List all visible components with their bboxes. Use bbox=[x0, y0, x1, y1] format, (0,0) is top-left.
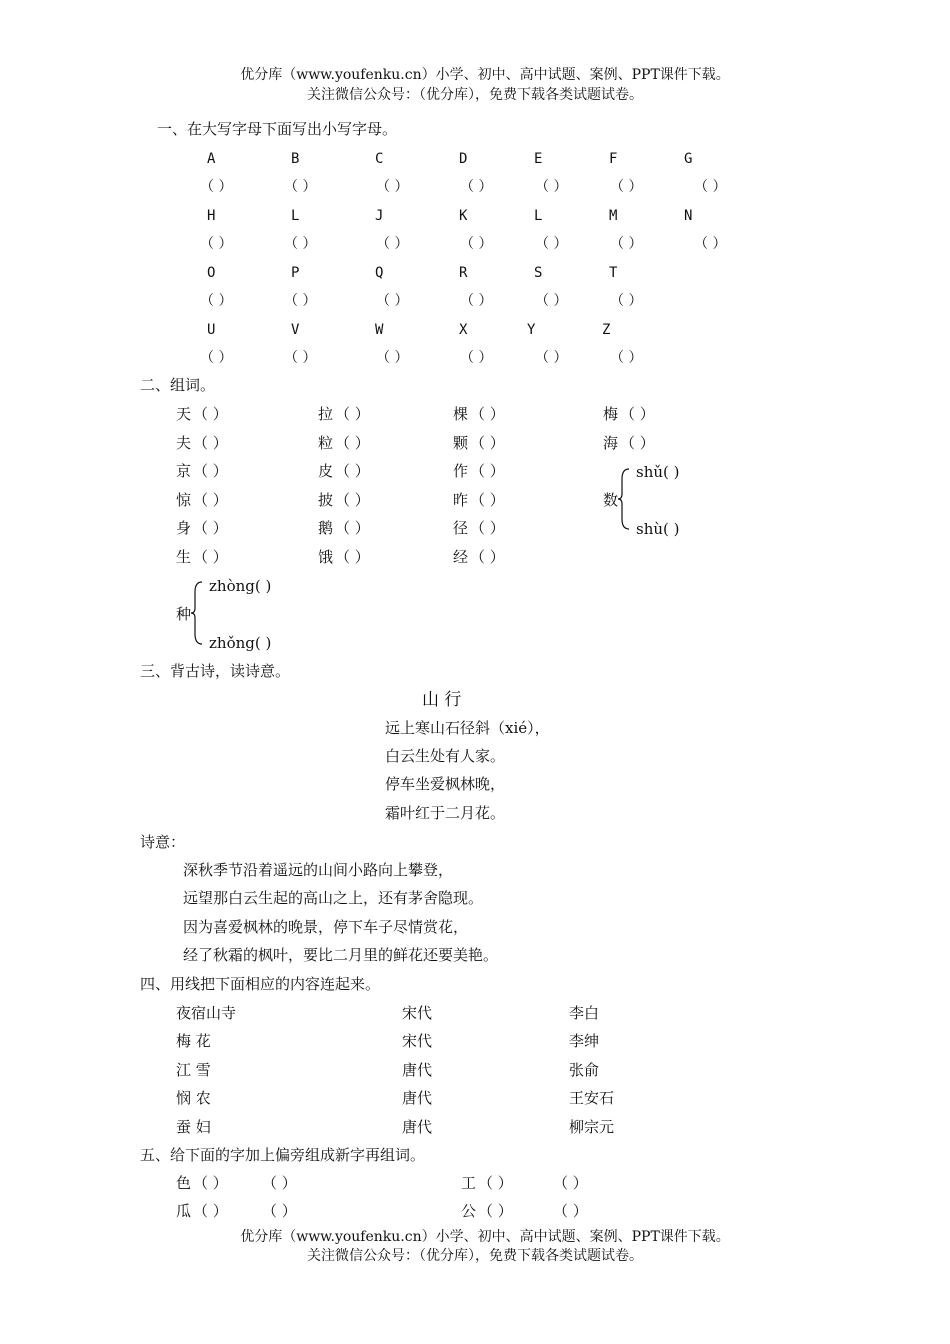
answer-blank[interactable]: （ ） bbox=[376, 293, 409, 309]
author-item[interactable]: 柳宗元 bbox=[569, 1118, 615, 1136]
poem-line: 远上寒山石径斜（xié）， bbox=[385, 719, 550, 737]
answer-blank[interactable]: （ ） bbox=[535, 179, 568, 195]
word-char: 作 bbox=[453, 462, 469, 480]
uppercase-letter: X bbox=[459, 322, 468, 338]
shu-top: shǔ( ) bbox=[636, 463, 680, 481]
word-blank[interactable]: （ ） bbox=[620, 405, 655, 423]
word-char: 京 bbox=[176, 462, 192, 480]
dynasty-item[interactable]: 唐代 bbox=[402, 1061, 433, 1079]
word-blank[interactable]: （ ） bbox=[553, 1174, 588, 1192]
answer-blank[interactable]: （ ） bbox=[284, 179, 317, 195]
answer-blank[interactable]: （ ） bbox=[200, 350, 233, 366]
uppercase-letter: Q bbox=[375, 265, 384, 281]
uppercase-letter: V bbox=[291, 322, 300, 338]
author-item[interactable]: 张俞 bbox=[569, 1061, 600, 1079]
poem-title-item[interactable]: 梅 花 bbox=[176, 1032, 211, 1050]
word-blank[interactable]: （ ） bbox=[193, 548, 228, 566]
poem-title: 山 行 bbox=[422, 690, 462, 710]
uppercase-letter: L bbox=[534, 208, 543, 224]
answer-blank[interactable]: （ ） bbox=[376, 179, 409, 195]
author-item[interactable]: 李白 bbox=[569, 1004, 600, 1022]
answer-blank[interactable]: （ ） bbox=[284, 350, 317, 366]
word-char: 拉 bbox=[318, 405, 334, 423]
section2-title: 二、组词。 bbox=[140, 376, 216, 394]
section3-title: 三、背古诗，读诗意。 bbox=[140, 662, 291, 680]
uppercase-letter: J bbox=[375, 208, 384, 224]
uppercase-letter: K bbox=[459, 208, 468, 224]
uppercase-letter: P bbox=[291, 265, 300, 281]
answer-blank[interactable]: （ ） bbox=[200, 236, 233, 252]
word-char: 粒 bbox=[318, 434, 334, 452]
uppercase-letter: F bbox=[609, 151, 618, 167]
word-char: 饿 bbox=[318, 548, 334, 566]
answer-blank[interactable]: （ ） bbox=[610, 350, 643, 366]
word-char: 海 bbox=[603, 434, 619, 452]
new-char-blank[interactable]: （ ） bbox=[478, 1202, 513, 1220]
uppercase-letter: D bbox=[459, 151, 468, 167]
answer-blank[interactable]: （ ） bbox=[535, 350, 568, 366]
word-blank[interactable]: （ ） bbox=[193, 405, 228, 423]
poem-line: 停车坐爱枫林晚， bbox=[385, 775, 506, 793]
word-char: 生 bbox=[176, 548, 192, 566]
uppercase-letter: U bbox=[207, 322, 216, 338]
uppercase-letter: A bbox=[207, 151, 216, 167]
new-char-blank[interactable]: （ ） bbox=[193, 1202, 228, 1220]
uppercase-letter: G bbox=[684, 151, 693, 167]
answer-blank[interactable]: （ ） bbox=[284, 293, 317, 309]
shu-bottom: shù( ) bbox=[636, 520, 680, 538]
new-char-blank[interactable]: （ ） bbox=[193, 1174, 228, 1192]
uppercase-letter: C bbox=[375, 151, 384, 167]
poem-line: 白云生处有人家。 bbox=[385, 747, 506, 765]
answer-blank[interactable]: （ ） bbox=[610, 236, 643, 252]
word-blank[interactable]: （ ） bbox=[335, 519, 370, 537]
zhong-brace-icon bbox=[190, 580, 204, 646]
shu-brace-icon bbox=[617, 467, 631, 531]
word-blank[interactable]: （ ） bbox=[470, 491, 505, 509]
uppercase-letter: N bbox=[684, 208, 693, 224]
meaning-line: 因为喜爱枫林的晚景，停下车子尽情赏花， bbox=[183, 918, 469, 936]
word-blank[interactable]: （ ） bbox=[335, 405, 370, 423]
zhong-char: 种 bbox=[176, 605, 192, 623]
word-char: 身 bbox=[176, 519, 192, 537]
answer-blank[interactable]: （ ） bbox=[460, 350, 493, 366]
dynasty-item[interactable]: 宋代 bbox=[402, 1032, 433, 1050]
uppercase-letter: M bbox=[609, 208, 618, 224]
uppercase-letter: T bbox=[609, 265, 618, 281]
answer-blank[interactable]: （ ） bbox=[376, 236, 409, 252]
uppercase-letter: E bbox=[534, 151, 543, 167]
word-char: 披 bbox=[318, 491, 334, 509]
word-blank[interactable]: （ ） bbox=[262, 1202, 297, 1220]
answer-blank[interactable]: （ ） bbox=[200, 293, 233, 309]
word-char: 夫 bbox=[176, 434, 192, 452]
answer-blank[interactable]: （ ） bbox=[535, 293, 568, 309]
word-blank[interactable]: （ ） bbox=[193, 519, 228, 537]
word-blank[interactable]: （ ） bbox=[470, 462, 505, 480]
uppercase-letter: Z bbox=[602, 322, 611, 338]
word-blank[interactable]: （ ） bbox=[620, 434, 655, 452]
word-blank[interactable]: （ ） bbox=[470, 405, 505, 423]
poem-title-item[interactable]: 夜宿山寺 bbox=[176, 1004, 237, 1022]
author-item[interactable]: 王安石 bbox=[569, 1089, 615, 1107]
word-char: 鹅 bbox=[318, 519, 334, 537]
footer-line2: 关注微信公众号：（优分库），免费下载各类试题试卷。 bbox=[307, 1248, 643, 1264]
uppercase-letter: R bbox=[459, 265, 468, 281]
answer-blank[interactable]: （ ） bbox=[460, 293, 493, 309]
meaning-label: 诗意： bbox=[140, 833, 186, 851]
header-line2: 关注微信公众号：（优分库），免费下载各类试题试卷。 bbox=[307, 87, 643, 103]
meaning-line: 远望那白云生起的高山之上，还有茅舍隐现。 bbox=[183, 889, 484, 907]
word-char: 梅 bbox=[603, 405, 619, 423]
answer-blank[interactable]: （ ） bbox=[610, 293, 643, 309]
zhong-bottom: zhǒng( ) bbox=[209, 634, 272, 652]
word-blank[interactable]: （ ） bbox=[470, 519, 505, 537]
poem-line: 霜叶红于二月花。 bbox=[385, 804, 506, 822]
uppercase-letter: Y bbox=[527, 322, 536, 338]
poem-title-item[interactable]: 江 雪 bbox=[176, 1061, 211, 1079]
poem-title-item[interactable]: 悯 农 bbox=[176, 1089, 211, 1107]
word-blank[interactable]: （ ） bbox=[262, 1174, 297, 1192]
dynasty-item[interactable]: 唐代 bbox=[402, 1118, 433, 1136]
word-blank[interactable]: （ ） bbox=[335, 548, 370, 566]
answer-blank[interactable]: （ ） bbox=[535, 236, 568, 252]
footer-line1: 优分库（www.youfenku.cn）小学、初中、高中试题、案例、PPT课件下载。 bbox=[240, 1229, 730, 1245]
word-char: 经 bbox=[453, 548, 469, 566]
dynasty-item[interactable]: 宋代 bbox=[402, 1004, 433, 1022]
word-blank[interactable]: （ ） bbox=[193, 491, 228, 509]
poem-title-item[interactable]: 蚕 妇 bbox=[176, 1118, 211, 1136]
section4-title: 四、用线把下面相应的内容连起来。 bbox=[140, 975, 381, 993]
word-char: 天 bbox=[176, 405, 192, 423]
section1-title: 一、在大写字母下面写出小写字母。 bbox=[157, 120, 398, 138]
answer-blank[interactable]: （ ） bbox=[376, 350, 409, 366]
base-char: 公 bbox=[461, 1202, 477, 1220]
answer-blank[interactable]: （ ） bbox=[200, 179, 233, 195]
answer-blank[interactable]: （ ） bbox=[460, 236, 493, 252]
uppercase-letter: O bbox=[207, 265, 216, 281]
word-char: 径 bbox=[453, 519, 469, 537]
meaning-line: 经了秋霜的枫叶，要比二月里的鲜花还要美艳。 bbox=[183, 946, 499, 964]
meaning-line: 深秋季节沿着遥远的山间小路向上攀登， bbox=[183, 861, 454, 879]
word-blank[interactable]: （ ） bbox=[470, 434, 505, 452]
answer-blank[interactable]: （ ） bbox=[610, 179, 643, 195]
word-blank[interactable]: （ ） bbox=[193, 434, 228, 452]
word-blank[interactable]: （ ） bbox=[193, 462, 228, 480]
dynasty-item[interactable]: 唐代 bbox=[402, 1089, 433, 1107]
answer-blank[interactable]: （ ） bbox=[694, 236, 727, 252]
new-char-blank[interactable]: （ ） bbox=[478, 1174, 513, 1192]
answer-blank[interactable]: （ ） bbox=[284, 236, 317, 252]
base-char: 色 bbox=[176, 1174, 192, 1192]
word-blank[interactable]: （ ） bbox=[553, 1202, 588, 1220]
author-item[interactable]: 李绅 bbox=[569, 1032, 600, 1050]
word-char: 颗 bbox=[453, 434, 469, 452]
word-blank[interactable]: （ ） bbox=[335, 491, 370, 509]
answer-blank[interactable]: （ ） bbox=[694, 179, 727, 195]
uppercase-letter: H bbox=[207, 208, 216, 224]
word-blank[interactable]: （ ） bbox=[470, 548, 505, 566]
word-char: 棵 bbox=[453, 405, 469, 423]
base-char: 瓜 bbox=[176, 1202, 192, 1220]
word-blank[interactable]: （ ） bbox=[335, 462, 370, 480]
section5-title: 五、给下面的字加上偏旁组成新字再组词。 bbox=[140, 1146, 426, 1164]
uppercase-letter: S bbox=[534, 265, 543, 281]
word-char: 昨 bbox=[453, 491, 469, 509]
word-char: 皮 bbox=[318, 462, 334, 480]
uppercase-letter: W bbox=[375, 322, 384, 338]
answer-blank[interactable]: （ ） bbox=[460, 179, 493, 195]
word-char: 惊 bbox=[176, 491, 192, 509]
uppercase-letter: L bbox=[291, 208, 300, 224]
word-blank[interactable]: （ ） bbox=[335, 434, 370, 452]
base-char: 工 bbox=[461, 1174, 477, 1192]
zhong-top: zhòng( ) bbox=[209, 577, 272, 595]
uppercase-letter: B bbox=[291, 151, 300, 167]
shu-char: 数 bbox=[603, 491, 619, 509]
header-line1: 优分库（www.youfenku.cn）小学、初中、高中试题、案例、PPT课件下载。 bbox=[240, 67, 730, 83]
